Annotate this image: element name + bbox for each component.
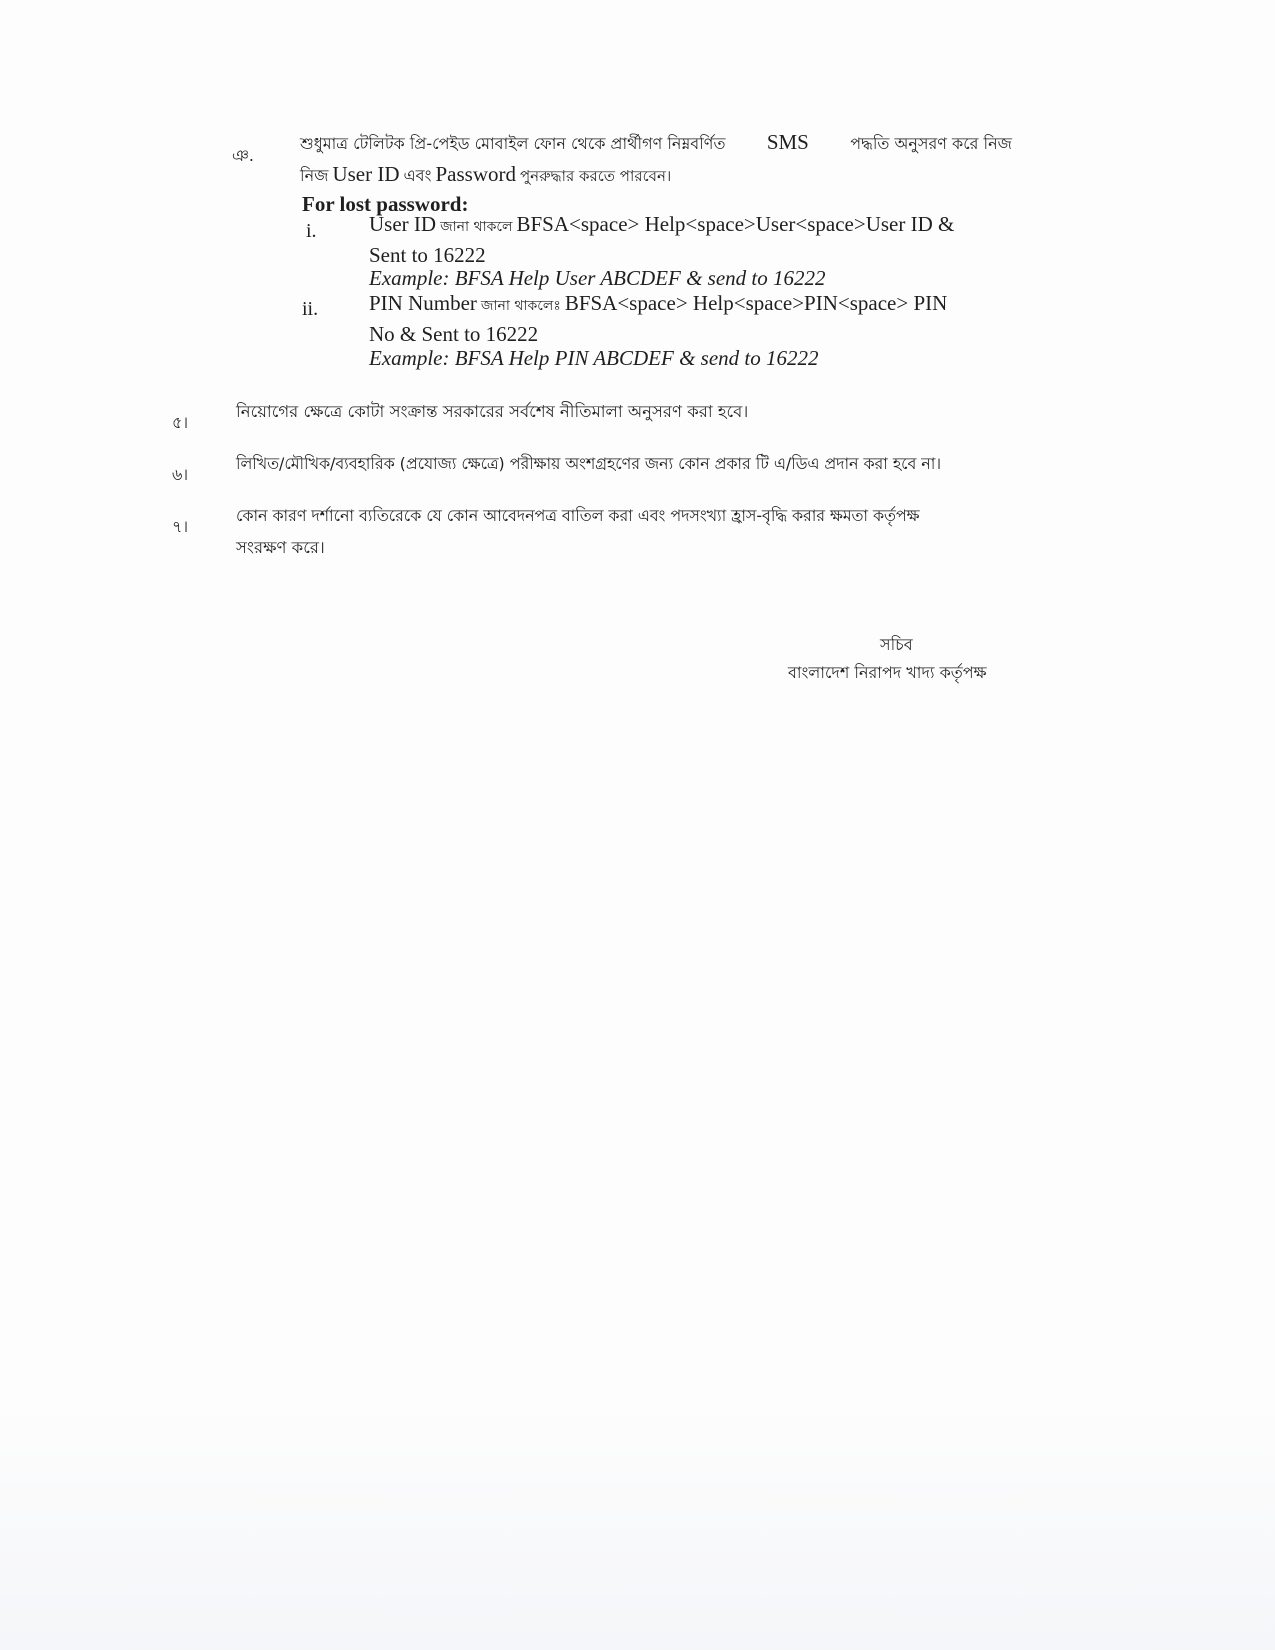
item-nio-line2-bn-c: পুনরুদ্ধার করতে পারবেন।: [520, 167, 672, 185]
item-7-text-line1: কোন কারণ দর্শানো ব্যতিরেকে যে কোন আবেদনপত্র বাতিল করা এবং পদসংখ্যা হ্রাস-বৃদ্ধি করার ক্ষমতা কর্তৃপক্ষ: [236, 506, 920, 525]
item-nio-line2-bn-b: এবং: [403, 166, 432, 185]
sub-item-ii-line1-en-b: BFSA<space> Help<space>PIN<space> PIN: [564, 291, 948, 315]
item-7-marker: ৭।: [172, 517, 189, 536]
item-nio-line2-userid: User ID: [332, 162, 400, 186]
sub-item-i-line1-bn: জানা থাকলে: [440, 219, 513, 235]
sub-item-i-line2: Sent to 16222: [369, 243, 486, 267]
item-6-text: লিখিত/মৌখিক/ব্যবহারিক (প্রযোজ্য ক্ষেত্রে) পরীক্ষায় অংশগ্রহণের জন্য কোন প্রকার টি এ/ডিএ প্রদান করা হবে না।: [236, 454, 941, 473]
sub-item-i-marker: i.: [306, 220, 317, 242]
scan-shading: [0, 1400, 1275, 1650]
sub-item-i-example: Example: BFSA Help User ABCDEF & send to 16222: [369, 266, 826, 290]
sub-item-ii-line1-bn: জানা থাকলেঃ: [480, 298, 561, 314]
sub-item-i-line1-en-a: User ID: [369, 212, 437, 236]
item-7-text-line2: সংরক্ষণ করে।: [236, 538, 325, 557]
item-nio-line2-password: Password: [435, 162, 516, 186]
sub-item-ii-line2: No & Sent to 16222: [369, 322, 539, 346]
sub-item-ii-line1: [369, 291, 1009, 318]
item-nio-line1-bn-b: পদ্ধতি অনুসরণ করে নিজ: [850, 134, 1012, 153]
sub-item-i-line1-en-b: BFSA<space> Help<space>User<space>User ID &: [516, 212, 955, 236]
item-nio-line1-sms: SMS: [766, 130, 809, 154]
sub-item-i-line1: [369, 212, 1003, 239]
lost-password-heading: For lost password:: [302, 192, 469, 216]
item-nio-marker: ঞ.: [232, 146, 254, 165]
item-nio-line2: [300, 162, 671, 190]
sub-item-ii-marker: ii.: [302, 298, 319, 320]
sub-item-ii-line1-en-a: PIN Number: [369, 291, 477, 315]
item-nio-line1-bn-a: শুধুমাত্র টেলিটক প্রি-পেইড মোবাইল ফোন থেকে প্রার্থীগণ নিম্নবর্ণিত: [300, 134, 726, 153]
signature-organization: বাংলাদেশ নিরাপদ খাদ্য কর্তৃপক্ষ: [788, 663, 987, 682]
signature-title: সচিব: [880, 635, 913, 654]
item-6-marker: ৬।: [172, 465, 189, 484]
item-nio-line2-bn-a: নিজ: [300, 166, 329, 185]
item-5-marker: ৫।: [172, 413, 189, 432]
sub-item-ii-example: Example: BFSA Help PIN ABCDEF & send to 16222: [369, 346, 819, 370]
item-nio-line1: [300, 130, 1012, 158]
item-5-text: নিয়োগের ক্ষেত্রে কোটা সংক্রান্ত সরকারের সর্বশেষ নীতিমালা অনুসরণ করা হবে।: [236, 402, 749, 421]
